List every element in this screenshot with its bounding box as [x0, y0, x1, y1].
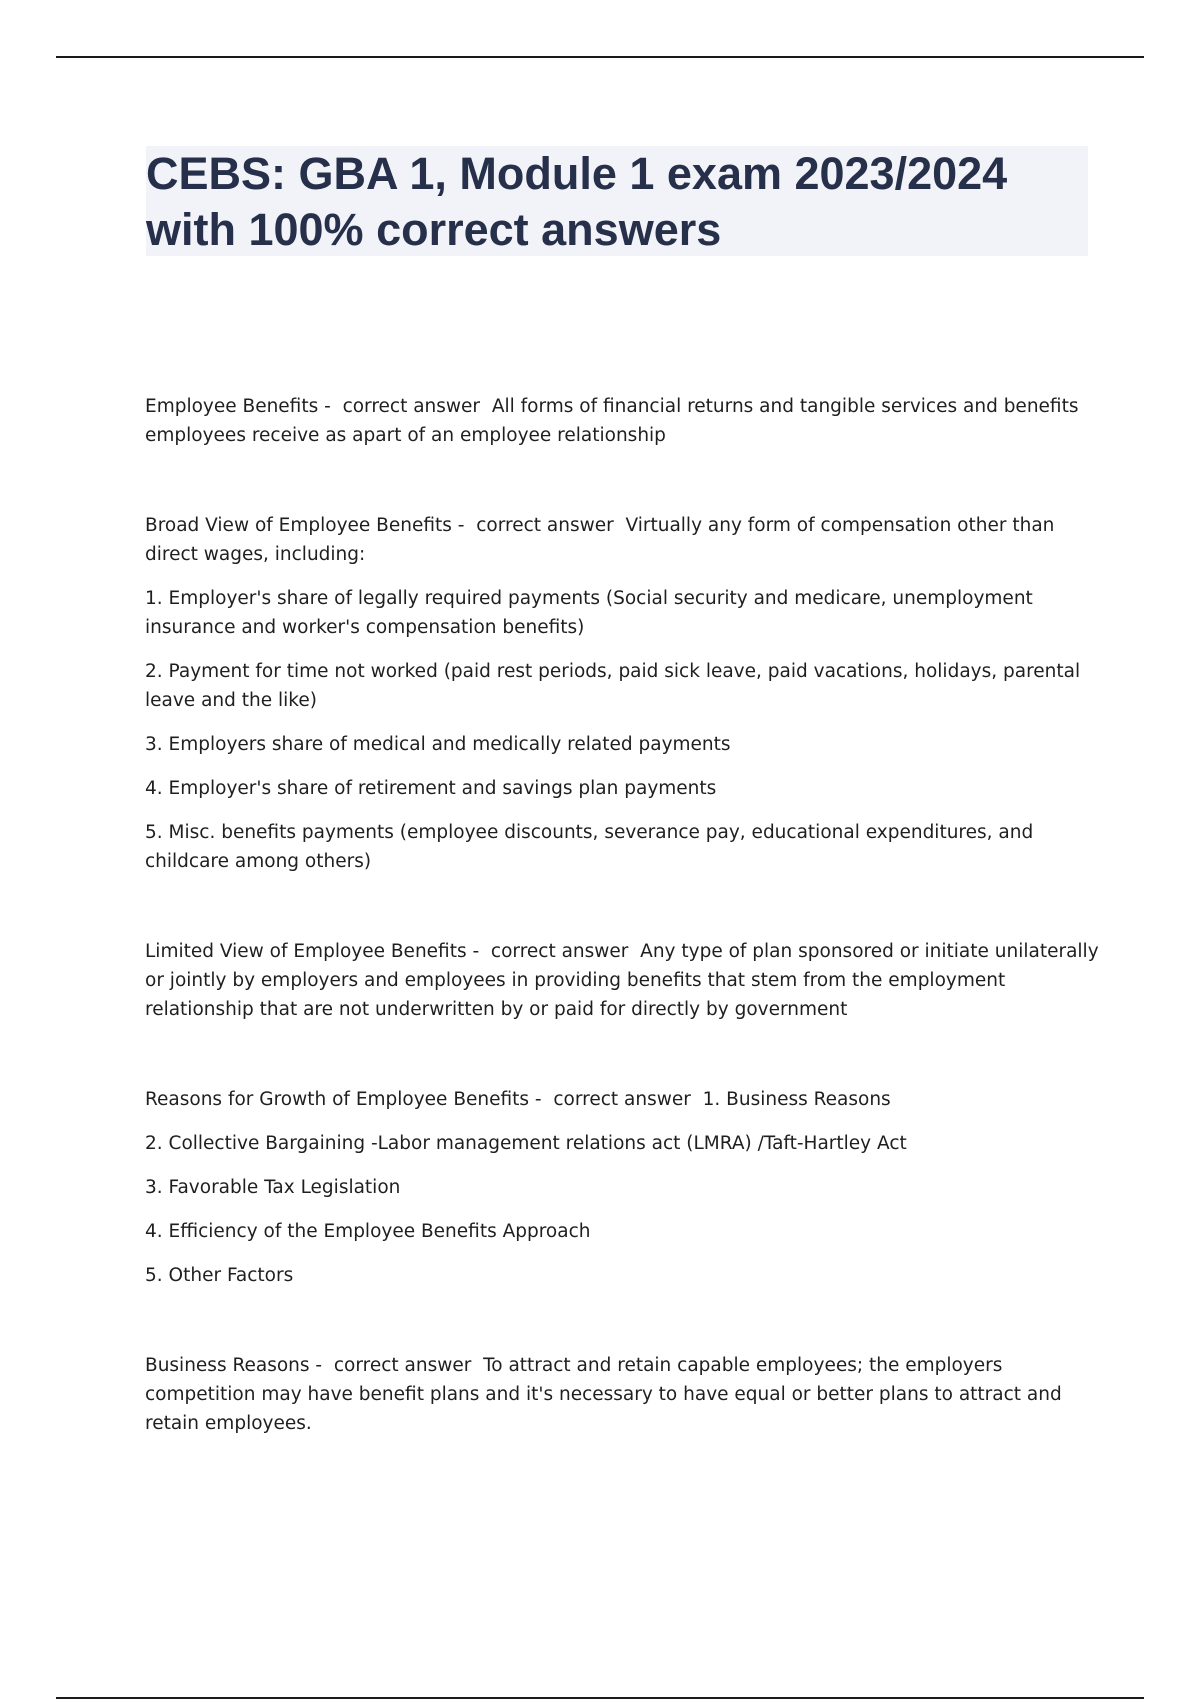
flashcard-question-line — [145, 1351, 1100, 1438]
term: Limited View of Employee Benefits - — [145, 941, 491, 962]
flashcard-question-line — [145, 1085, 1100, 1114]
answer-text: All forms of financial returns and tangible services and benefits employees receive as apart of an employee relationship — [145, 396, 1079, 446]
flashcard — [145, 1085, 1100, 1290]
answer-label: correct answer — [553, 1089, 691, 1110]
term: Business Reasons - — [145, 1355, 334, 1376]
flashcard-list — [145, 392, 1100, 1438]
answer-label: correct answer — [476, 515, 614, 536]
answer-text: Virtually any form of compensation other than direct wages, including: — [145, 515, 1055, 565]
answer-list-item: 5. Other Factors — [145, 1265, 294, 1286]
answer-label: correct answer — [342, 396, 481, 417]
bottom-rule — [56, 1697, 1144, 1699]
answer-list-item: 5. Misc. benefits payments (employee discounts, severance pay, educational expenditures, and childcare among others) — [145, 822, 1034, 872]
answer-list-item: 1. Employer's share of legally required payments (Social security and medicare, unemployment insurance and worker's compensation benefits) — [145, 588, 1033, 638]
answer-list-item: 2. Payment for time not worked (paid rest periods, paid sick leave, paid vacations, holidays, parental leave and the like) — [145, 661, 1081, 711]
answer-list-item: 2. Collective Bargaining -Labor management relations act (LMRA) /Taft-Hartley Act — [145, 1133, 907, 1154]
answer-label: correct answer — [333, 1355, 472, 1376]
flashcard — [145, 392, 1100, 450]
answer-text: 1. Business Reasons — [702, 1089, 891, 1110]
answer-list-item: 3. Employers share of medical and medically related payments — [145, 734, 731, 755]
page-title: CEBS: GBA 1, Module 1 exam 2023/2024 with 100% correct answers — [146, 148, 1008, 255]
term: Reasons for Growth of Employee Benefits - — [145, 1089, 553, 1110]
answer-list-item: 3. Favorable Tax Legislation — [145, 1177, 401, 1198]
flashcard — [145, 1351, 1100, 1438]
answer-list-item: 4. Employer's share of retirement and savings plan payments — [145, 778, 717, 799]
flashcard-question-line — [145, 392, 1100, 450]
flashcard-question-line — [145, 937, 1100, 1024]
answer-list-item: 4. Efficiency of the Employee Benefits Approach — [145, 1221, 591, 1242]
flashcard — [145, 511, 1100, 876]
answer-label: correct answer — [490, 941, 629, 962]
term: Employee Benefits - — [145, 396, 343, 417]
term: Broad View of Employee Benefits - — [145, 515, 476, 536]
answer-text: To attract and retain capable employees; the employers competition may have benefit plans and it's necessary to have equal or better plans to attract and retain employees. — [145, 1355, 1062, 1434]
flashcard-question-line — [145, 511, 1100, 569]
top-rule — [56, 56, 1144, 58]
answer-text: Any type of plan sponsored or initiate unilaterally or jointly by employers and employees in providing benefits that stem from the employment relationship that are not underwritten by or paid for directly by government — [145, 941, 1099, 1020]
flashcard — [145, 937, 1100, 1024]
